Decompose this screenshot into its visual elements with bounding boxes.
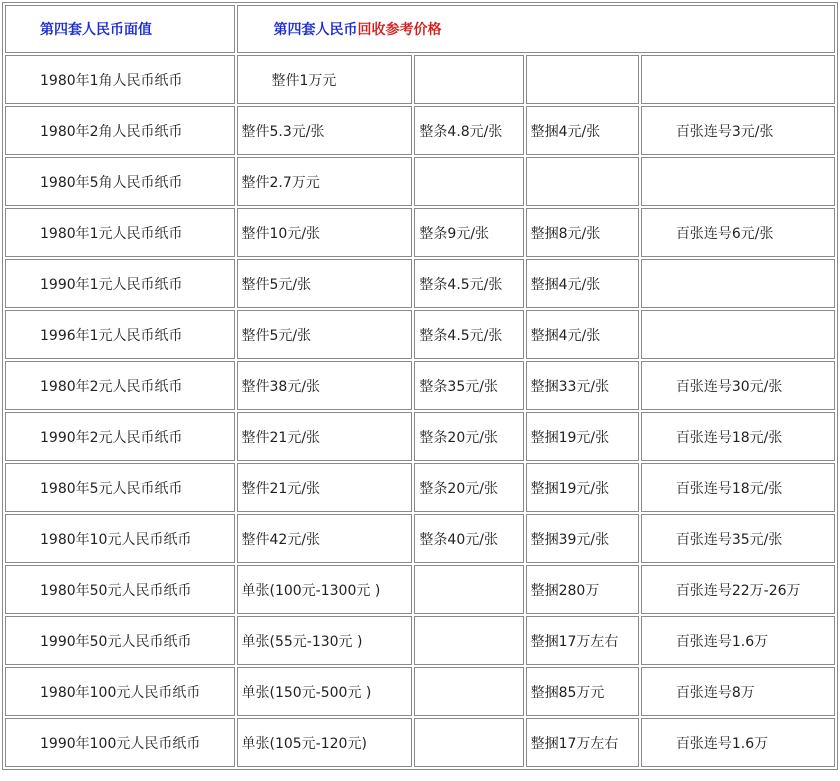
header-denomination-label: 第四套人民币面值 <box>40 22 152 38</box>
price-bundle-cell: 整捆4元/张 <box>526 259 639 308</box>
price-strip-cell: 整条40元/张 <box>414 514 523 563</box>
price-hundred-serial-cell: 百张连号18元/张 <box>641 463 835 512</box>
price-hundred-serial-cell: 百张连号1.6万 <box>641 616 835 665</box>
denomination-cell: 1990年100元人民币纸币 <box>5 718 235 767</box>
price-bundle-cell <box>526 157 639 206</box>
price-strip-cell <box>414 718 523 767</box>
denomination-cell: 1990年1元人民币纸币 <box>5 259 235 308</box>
price-bundle-cell <box>526 55 639 104</box>
table-row <box>5 157 835 206</box>
price-full-case-cell: 整件21元/张 <box>237 463 413 512</box>
price-strip-cell: 整条4.5元/张 <box>414 259 523 308</box>
denomination-cell: 1990年50元人民币纸币 <box>5 616 235 665</box>
price-hundred-serial-cell: 百张连号3元/张 <box>641 106 835 155</box>
price-full-case-cell: 整件38元/张 <box>237 361 413 410</box>
price-strip-cell <box>414 667 523 716</box>
table-row <box>5 412 835 461</box>
price-bundle-cell: 整捆280万 <box>526 565 639 614</box>
table-row <box>5 718 835 767</box>
denomination-cell: 1980年100元人民币纸币 <box>5 667 235 716</box>
price-strip-cell <box>414 565 523 614</box>
header-row <box>5 5 835 53</box>
price-strip-cell <box>414 616 523 665</box>
denomination-cell: 1980年2元人民币纸币 <box>5 361 235 410</box>
price-bundle-cell: 整捆4元/张 <box>526 310 639 359</box>
price-full-case-cell: 单张(100元-1300元 ) <box>237 565 413 614</box>
price-hundred-serial-cell: 百张连号18元/张 <box>641 412 835 461</box>
price-full-case-cell: 整件1万元 <box>237 55 413 104</box>
price-full-case-cell: 单张(150元-500元 ) <box>237 667 413 716</box>
price-strip-cell: 整条9元/张 <box>414 208 523 257</box>
table-row <box>5 565 835 614</box>
price-bundle-cell: 整捆17万左右 <box>526 718 639 767</box>
header-price-blue-label: 第四套人民币 <box>273 22 358 38</box>
price-full-case-cell: 整件5元/张 <box>237 259 413 308</box>
price-hundred-serial-cell: 百张连号22万-26万 <box>641 565 835 614</box>
price-full-case-cell: 整件2.7万元 <box>237 157 413 206</box>
denomination-cell: 1980年5元人民币纸币 <box>5 463 235 512</box>
price-hundred-serial-cell: 百张连号35元/张 <box>641 514 835 563</box>
price-bundle-cell: 整捆17万左右 <box>526 616 639 665</box>
price-bundle-cell: 整捆4元/张 <box>526 106 639 155</box>
price-hundred-serial-cell: 百张连号8万 <box>641 667 835 716</box>
price-hundred-serial-cell <box>641 259 835 308</box>
table-row <box>5 616 835 665</box>
denomination-cell: 1980年5角人民币纸币 <box>5 157 235 206</box>
price-full-case-cell: 单张(55元-130元 ) <box>237 616 413 665</box>
denomination-cell: 1996年1元人民币纸币 <box>5 310 235 359</box>
price-full-case-cell: 单张(105元-120元) <box>237 718 413 767</box>
price-strip-cell: 整条20元/张 <box>414 412 523 461</box>
price-hundred-serial-cell: 百张连号1.6万 <box>641 718 835 767</box>
table-row <box>5 361 835 410</box>
table-row <box>5 463 835 512</box>
table-row <box>5 310 835 359</box>
header-denomination <box>5 5 235 53</box>
price-bundle-cell: 整捆85万元 <box>526 667 639 716</box>
denomination-cell: 1980年50元人民币纸币 <box>5 565 235 614</box>
price-bundle-cell: 整捆33元/张 <box>526 361 639 410</box>
denomination-cell: 1980年10元人民币纸币 <box>5 514 235 563</box>
price-strip-cell <box>414 55 523 104</box>
price-bundle-cell: 整捆39元/张 <box>526 514 639 563</box>
price-bundle-cell: 整捆19元/张 <box>526 412 639 461</box>
table-row <box>5 208 835 257</box>
price-strip-cell: 整条4.5元/张 <box>414 310 523 359</box>
header-price <box>237 5 836 53</box>
denomination-cell: 1980年1元人民币纸币 <box>5 208 235 257</box>
price-full-case-cell: 整件21元/张 <box>237 412 413 461</box>
denomination-cell: 1990年2元人民币纸币 <box>5 412 235 461</box>
price-strip-cell: 整条4.8元/张 <box>414 106 523 155</box>
table-row <box>5 667 835 716</box>
price-table <box>2 2 838 770</box>
price-hundred-serial-cell <box>641 310 835 359</box>
price-hundred-serial-cell <box>641 157 835 206</box>
price-bundle-cell: 整捆8元/张 <box>526 208 639 257</box>
price-full-case-cell: 整件5元/张 <box>237 310 413 359</box>
header-price-red-label: 回收参考价格 <box>357 22 442 38</box>
table-row <box>5 259 835 308</box>
table-row <box>5 106 835 155</box>
price-hundred-serial-cell <box>641 55 835 104</box>
table-body <box>5 5 835 767</box>
price-strip-cell: 整条35元/张 <box>414 361 523 410</box>
table-row <box>5 514 835 563</box>
denomination-cell: 1980年1角人民币纸币 <box>5 55 235 104</box>
price-full-case-cell: 整件10元/张 <box>237 208 413 257</box>
price-strip-cell <box>414 157 523 206</box>
price-full-case-cell: 整件5.3元/张 <box>237 106 413 155</box>
price-bundle-cell: 整捆19元/张 <box>526 463 639 512</box>
table-row <box>5 55 835 104</box>
price-strip-cell: 整条20元/张 <box>414 463 523 512</box>
denomination-cell: 1980年2角人民币纸币 <box>5 106 235 155</box>
price-full-case-cell: 整件42元/张 <box>237 514 413 563</box>
price-hundred-serial-cell: 百张连号30元/张 <box>641 361 835 410</box>
price-hundred-serial-cell: 百张连号6元/张 <box>641 208 835 257</box>
